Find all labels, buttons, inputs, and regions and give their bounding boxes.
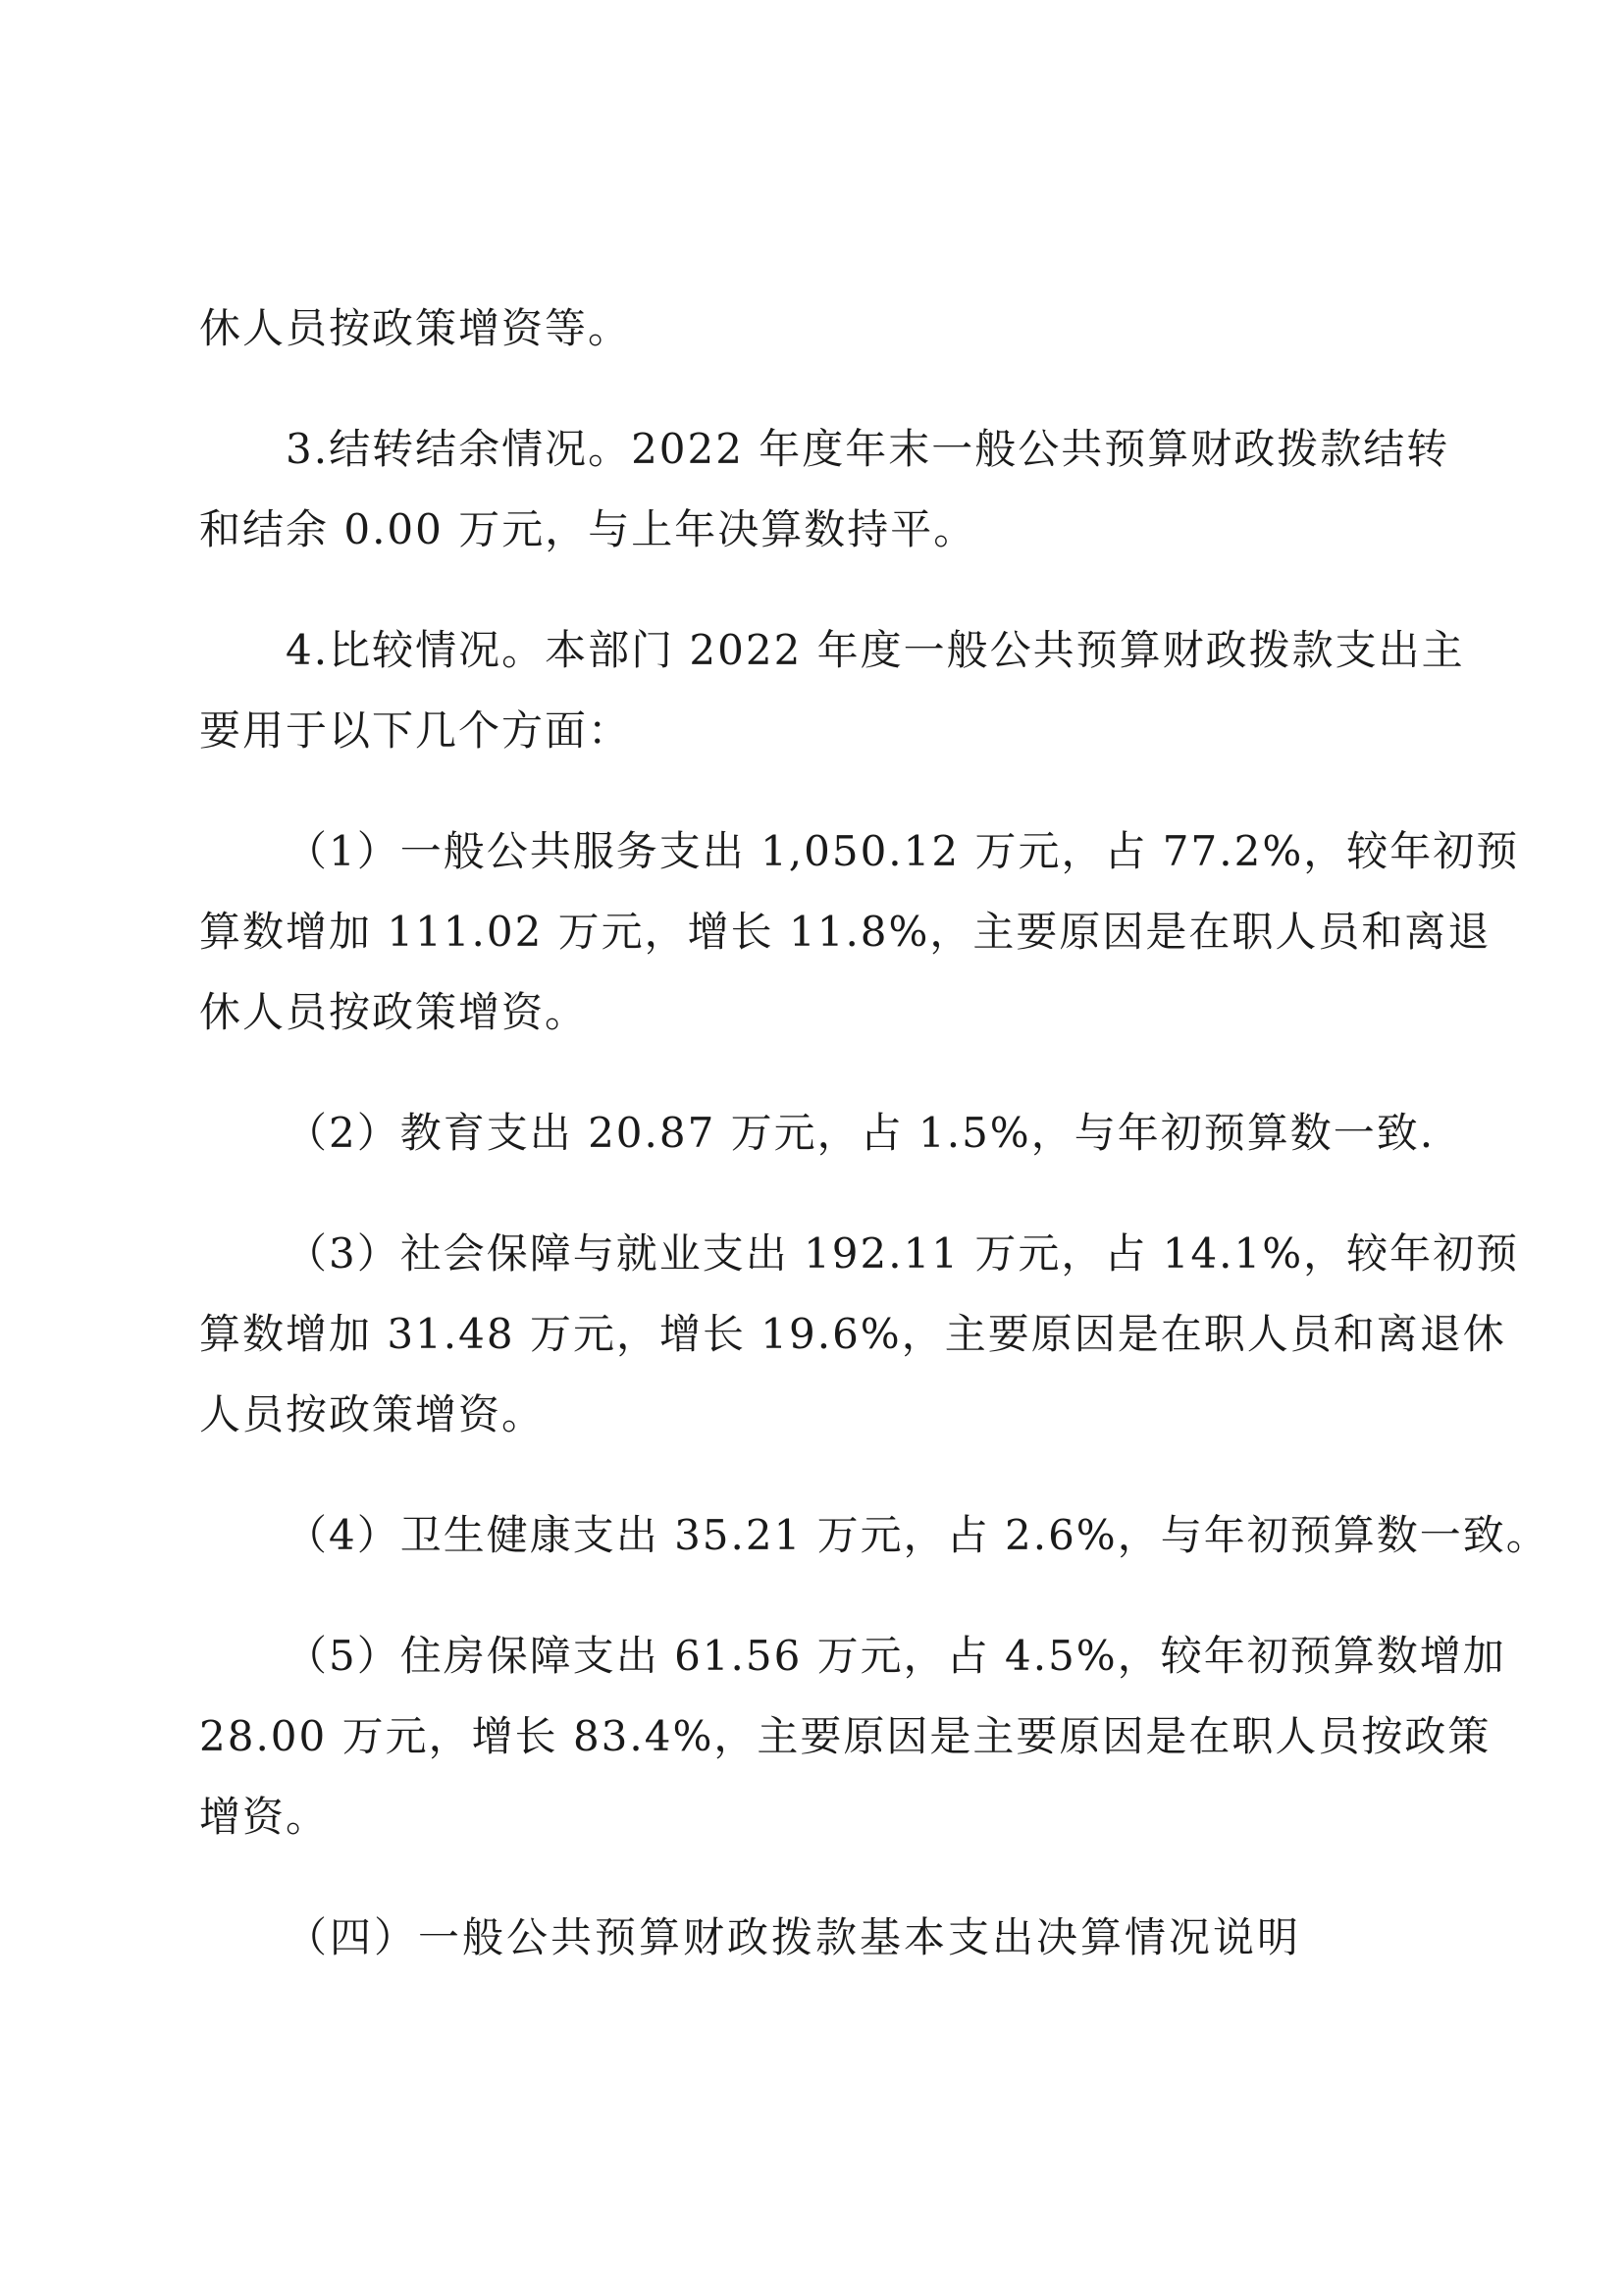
- section-heading: [199, 1898, 1436, 1978]
- text-line: 要用于以下几个方面：: [199, 706, 632, 755]
- text-line: 和结余 0.00 万元，与上年决算数持平。: [199, 505, 977, 553]
- text-line: 3.结转结余情况。2022 年度年末一般公共预算财政拨款结转: [286, 425, 1450, 473]
- text-line: 休人员按政策增资。: [199, 988, 589, 1036]
- text-line: （1）一般公共服务支出 1,050.12 万元，占 77.2%，较年初预: [286, 827, 1520, 875]
- paragraph-comparison: [199, 610, 1465, 771]
- text-line: 休人员按政策增资等。: [199, 304, 632, 352]
- text-line: 增资。: [199, 1793, 330, 1841]
- text-line: 算数增加 31.48 万元，增长 19.6%，主要原因是在职人员和离退休: [199, 1310, 1506, 1358]
- paragraph-carryover: [199, 409, 1450, 570]
- section-heading-text: （四）一般公共预算财政拨款基本支出决算情况说明: [286, 1913, 1302, 1961]
- paragraph-item-3: [199, 1214, 1520, 1455]
- text-line: （2）教育支出 20.87 万元，占 1.5%，与年初预算数一致.: [286, 1109, 1436, 1157]
- paragraph-item-1: [199, 811, 1520, 1053]
- text-line: （4）卫生健康支出 35.21 万元，占 2.6%，与年初预算数一致。: [286, 1511, 1549, 1559]
- text-line: （5）住房保障支出 61.56 万元，占 4.5%，较年初预算数增加: [286, 1632, 1506, 1680]
- text-line: 算数增加 111.02 万元，增长 11.8%，主要原因是在职人员和离退: [199, 908, 1492, 956]
- paragraph-item-2: [199, 1093, 1436, 1174]
- paragraph-item-5: [199, 1616, 1506, 1857]
- text-line: 28.00 万元，增长 83.4%，主要原因是主要原因是在职人员按政策: [199, 1712, 1492, 1760]
- paragraph-item-4: [199, 1495, 1549, 1576]
- text-line: 4.比较情况。本部门 2022 年度一般公共预算财政拨款支出主: [286, 626, 1465, 674]
- text-line: 人员按政策增资。: [199, 1390, 546, 1438]
- paragraph-continuation: [199, 288, 1436, 369]
- text-line: （3）社会保障与就业支出 192.11 万元，占 14.1%，较年初预: [286, 1229, 1520, 1278]
